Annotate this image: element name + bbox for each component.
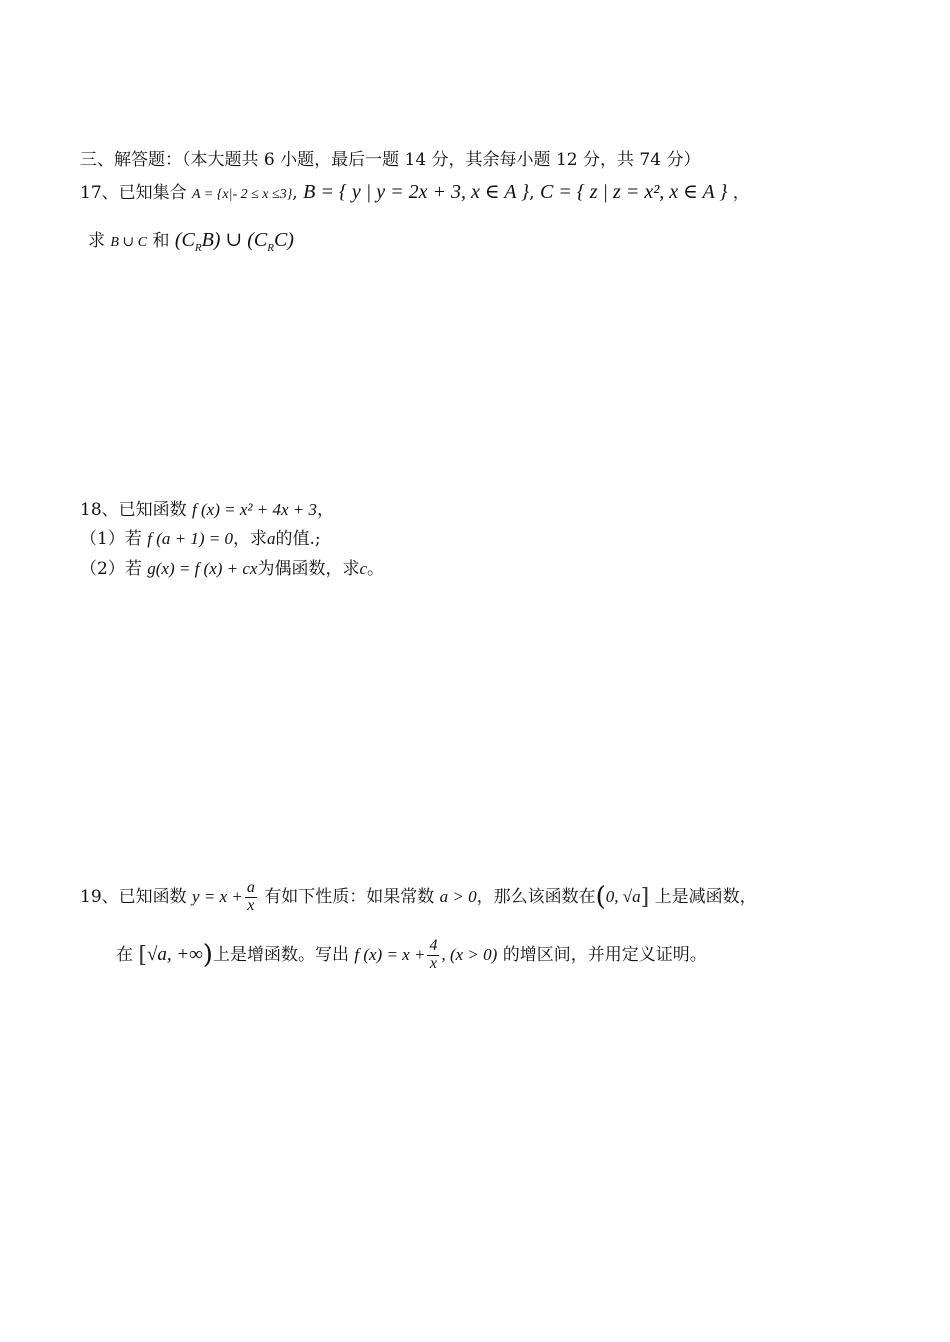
interval-open-bracket: [ [138,942,147,968]
separator: , [292,183,298,203]
decreasing-text: ，那么该函数在 [476,886,596,907]
function-y-lhs: y = x + [192,886,243,906]
set-a-definition: A = {x|- 2 ≤ x ≤3} [192,187,293,202]
variable-a: a [266,529,276,548]
set-b-definition: B = { y | y = 2x + 3, x ∈ A } [303,181,530,203]
problem-18-lead: 已知函数 [118,500,187,520]
part-1-label: （1）若 [80,529,142,549]
problem-19-statement [80,880,757,915]
property-text: 有如下性质：如果常数 [264,886,435,907]
separator: ， [317,500,334,520]
problem-17-lead: 已知集合 [118,183,187,203]
condition-a-positive: a > 0 [439,886,477,906]
part-2-end: 。 [367,559,385,579]
decreasing-conclusion: 上是减函数， [654,886,757,907]
problem-19-question [116,938,707,973]
part-1-end: 的值.; [275,529,321,549]
problem-17-statement [80,180,750,204]
part-2-text: 为偶函数，求 [257,559,360,579]
increasing-text: 上是增函数。写出 [212,944,349,965]
part-2-label: （2）若 [80,559,142,579]
fraction-a-over-x [245,880,257,915]
decreasing-interval: 0, √a [605,886,641,906]
fraction-denominator: x [247,896,255,914]
question-text: 的增区间，并用定义证明。 [502,944,707,965]
fraction-denominator: x [429,954,437,972]
ask-prefix: 求 [88,231,105,251]
problem-19-number: 19、 [80,886,119,907]
domain-condition: , (x > 0) [441,944,498,964]
part-2-equation: g(x) = f (x) + cx [147,559,258,578]
subscript-r: R [267,242,274,254]
function-f-lhs: f (x) = x + [354,944,426,964]
part-1-equation: f (a + 1) = 0 [147,529,233,548]
fraction-4-over-x [427,938,439,973]
problem-18-number: 18、 [80,500,119,520]
complement-part-3: C) [273,229,294,251]
increasing-interval: √a, +∞ [147,943,203,965]
interval-close-bracket: ] [640,884,650,910]
problem-17-number: 17、 [80,183,119,203]
set-c-definition: C = { z | z = x², x ∈ A } [539,181,728,203]
complement-part-2: B) ∪ (C [201,229,268,251]
complement-part-1: (C [174,229,195,251]
subscript-r: R [194,242,202,254]
function-f-definition: f (x) = x² + 4x + 3 [192,500,317,519]
interval-open-paren: ( [595,881,606,912]
section-header [80,150,700,170]
line2-prefix: 在 [116,944,133,965]
variable-c: c [359,559,368,578]
problem-18-part-1 [80,529,321,549]
interval-close-paren: ) [202,939,213,970]
problem-17-question [88,228,294,255]
fraction-numerator: a [246,879,255,896]
problem-19-lead: 已知函数 [118,886,187,907]
problem-18-part-2 [80,559,384,579]
separator: , [529,183,535,203]
fraction-numerator: 4 [429,937,438,954]
problem-18-statement [80,500,334,520]
union-expression: B ∪ C [110,235,148,250]
section-header-text: 三、解答题：（本大题共 6 小题，最后一题 14 分，其余每小题 12 分，共 74 分） [80,150,701,170]
part-1-text: ，求 [232,529,267,549]
complement-union-expression [174,229,294,254]
ask-and: 和 [152,231,170,251]
separator: ， [727,183,750,203]
